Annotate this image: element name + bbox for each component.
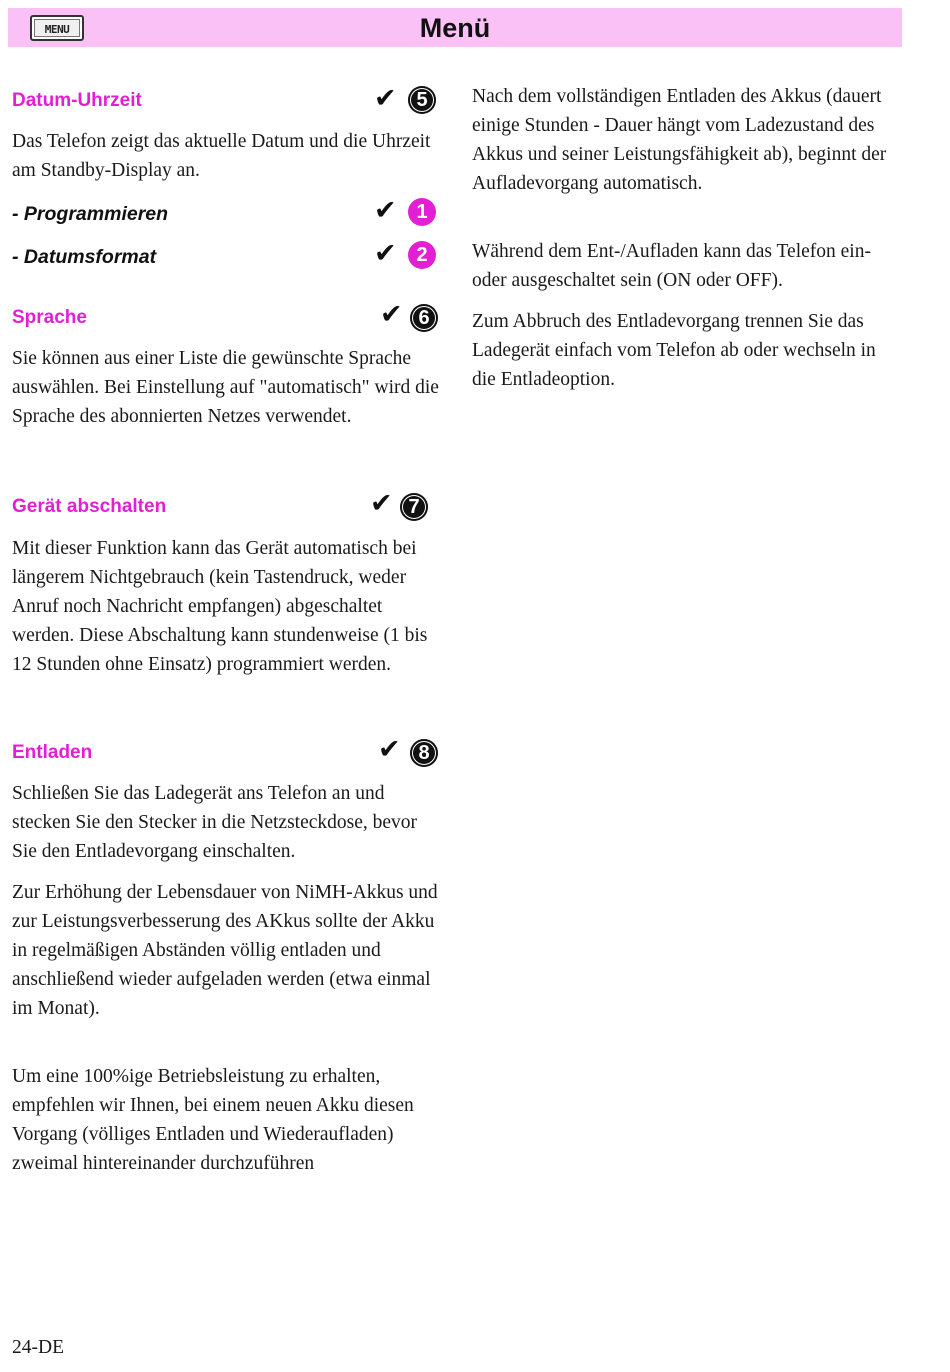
right-paragraph-1: Nach dem vollständigen Entladen des Akkus (dauert einige Stunden - Dauer hängt vom Ladezustand des Akkus und seiner Leistungsfähigkeit ab), beginnt der Aufladevorgang automatisch. (472, 86, 887, 194)
heading-sprache: Sprache (12, 307, 87, 328)
page-number: 24-DE (12, 1337, 64, 1358)
checkmark-icon: ✔ (380, 299, 403, 330)
number-5-icon: 5 (408, 86, 436, 114)
number-8-icon: 8 (410, 739, 438, 767)
right-paragraph-3: Zum Abbruch des Entladevorgang trennen Sie das Ladegerät einfach vom Telefon ab oder wechseln in die Entladeoption. (472, 311, 876, 390)
checkmark-icon: ✔ (374, 83, 397, 114)
checkmark-icon: ✔ (370, 488, 393, 519)
menu-key-icon: MENU (30, 15, 84, 41)
right-paragraph-2: Während dem Ent-/Aufladen kann das Telefon ein- oder ausgeschaltet sein (ON oder OFF). (472, 241, 871, 291)
entladen-paragraph-3: Um eine 100%ige Betriebsleistung zu erhalten, empfehlen wir Ihnen, bei einem neuen Akku diesen Vorgang (völliges Entladen und Wiederaufladen) zweimal hintereinander durchzuführen (12, 1066, 414, 1174)
entladen-paragraph-2: Zur Erhöhung der Lebensdauer von NiMH-Akkus und zur Leistungsverbesserung des AKkus sollte der Akku in regelmäßigen Abständen völlig entladen und anschließend wieder aufgeladen werden (etwa einmal im Monat). (12, 882, 438, 1019)
number-6-icon: 6 (410, 304, 438, 332)
sprache-description: Sie können aus einer Liste die gewünschte Sprache auswählen. Bei Einstellung auf "automatisch" wird die Sprache des abonnierten Netzes verwendet. (12, 348, 439, 427)
checkmark-icon: ✔ (374, 238, 397, 269)
heading-entladen: Entladen (12, 742, 93, 763)
abschalten-description: Mit dieser Funktion kann das Gerät automatisch bei längerem Nichtgebrauch (kein Tastendruck, weder Anruf noch Nachricht empfangen) abgeschaltet werden. Diese Abschaltung kann stundenweise (1 bis 12 Stunden ohne Einsatz) programmiert werden. (12, 538, 428, 675)
datum-description: Das Telefon zeigt das aktuelle Datum und die Uhrzeit am Standby-Display an. (12, 131, 431, 181)
number-7-icon: 7 (400, 493, 428, 521)
entladen-paragraph-1: Schließen Sie das Ladegerät ans Telefon an und stecken Sie den Stecker in die Netzsteckdose, bevor Sie den Entladevorgang einschalten. (12, 783, 418, 862)
sub-datumsformat: - Datumsformat (12, 246, 157, 268)
checkmark-icon: ✔ (378, 734, 401, 765)
checkmark-icon: ✔ (374, 195, 397, 226)
number-1-icon: 1 (408, 198, 436, 226)
sub-programmieren: - Programmieren (12, 203, 169, 225)
page-header (8, 8, 902, 47)
heading-datum-uhrzeit: Datum-Uhrzeit (12, 90, 142, 111)
heading-geraet-abschalten: Gerät abschalten (12, 496, 167, 517)
page-title: Menü (419, 13, 491, 43)
number-2-icon: 2 (408, 241, 436, 269)
